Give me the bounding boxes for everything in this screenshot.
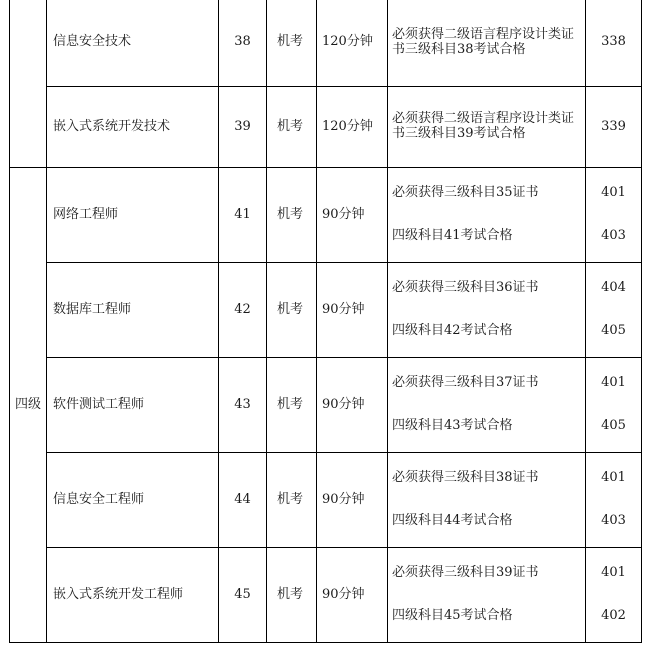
exam-mode: 机考	[267, 168, 317, 263]
condition-line: 四级科目42考试合格	[392, 323, 513, 339]
certificate-numbers	[586, 263, 642, 358]
condition-line: 必须获得三级科目39证书	[392, 565, 539, 580]
certificate-condition	[388, 548, 586, 643]
exam-duration: 90分钟	[317, 358, 388, 453]
exam-mode: 机考	[267, 453, 317, 548]
table-row	[10, 0, 642, 87]
subject-name: 信息安全技术	[47, 0, 219, 87]
certificate-number: 403	[601, 228, 626, 244]
subject-name: 软件测试工程师	[47, 358, 219, 453]
certificate-condition	[388, 263, 586, 358]
table-row	[10, 358, 642, 453]
condition-line: 必须获得三级科目35证书	[392, 185, 539, 200]
subject-code: 38	[219, 0, 267, 87]
subject-code: 39	[219, 87, 267, 168]
certificate-number: 401	[601, 185, 626, 200]
subject-code: 45	[219, 548, 267, 643]
table-row	[10, 168, 642, 263]
exam-mode: 机考	[267, 87, 317, 168]
certificate-condition	[388, 453, 586, 548]
exam-mode: 机考	[267, 0, 317, 87]
level-cell-continued	[10, 0, 47, 168]
table-row	[10, 263, 642, 358]
condition-line: 四级科目44考试合格	[392, 513, 513, 529]
table-row	[10, 548, 642, 643]
certificate-numbers	[586, 548, 642, 643]
exam-mode: 机考	[267, 358, 317, 453]
exam-mode: 机考	[267, 548, 317, 643]
certificate-number: 338	[586, 0, 642, 87]
certificate-number: 404	[601, 280, 626, 295]
certificate-number: 405	[601, 323, 626, 339]
exam-duration: 90分钟	[317, 263, 388, 358]
certificate-condition: 必须获得二级语言程序设计类证书三级科目39考试合格	[388, 87, 586, 168]
table-row	[10, 87, 642, 168]
certificate-number: 402	[601, 608, 626, 624]
subject-name: 网络工程师	[47, 168, 219, 263]
subject-name: 信息安全工程师	[47, 453, 219, 548]
condition-line: 四级科目41考试合格	[392, 228, 513, 244]
certificate-condition	[388, 358, 586, 453]
exam-duration: 120分钟	[317, 0, 388, 87]
certificate-number: 401	[601, 565, 626, 580]
subject-name: 嵌入式系统开发工程师	[47, 548, 219, 643]
certificate-number: 405	[601, 418, 626, 434]
subject-name: 嵌入式系统开发技术	[47, 87, 219, 168]
certificate-numbers	[586, 358, 642, 453]
condition-line: 必须获得三级科目36证书	[392, 280, 539, 295]
exam-subject-table	[9, 0, 642, 643]
certificate-numbers	[586, 168, 642, 263]
exam-duration: 120分钟	[317, 87, 388, 168]
condition-line: 必须获得三级科目38证书	[392, 470, 539, 485]
condition-line: 必须获得三级科目37证书	[392, 375, 539, 390]
subject-code: 42	[219, 263, 267, 358]
certificate-numbers	[586, 453, 642, 548]
certificate-condition: 必须获得二级语言程序设计类证书三级科目38考试合格	[388, 0, 586, 87]
certificate-number: 339	[586, 87, 642, 168]
condition-line: 四级科目45考试合格	[392, 608, 513, 624]
certificate-number: 401	[601, 470, 626, 485]
subject-name: 数据库工程师	[47, 263, 219, 358]
certificate-condition	[388, 168, 586, 263]
certificate-number: 403	[601, 513, 626, 529]
subject-code: 41	[219, 168, 267, 263]
condition-line: 四级科目43考试合格	[392, 418, 513, 434]
level-label: 四级	[10, 168, 47, 643]
table-row	[10, 453, 642, 548]
subject-code: 43	[219, 358, 267, 453]
exam-duration: 90分钟	[317, 548, 388, 643]
exam-duration: 90分钟	[317, 453, 388, 548]
subject-code: 44	[219, 453, 267, 548]
exam-duration: 90分钟	[317, 168, 388, 263]
exam-mode: 机考	[267, 263, 317, 358]
certificate-number: 401	[601, 375, 626, 390]
